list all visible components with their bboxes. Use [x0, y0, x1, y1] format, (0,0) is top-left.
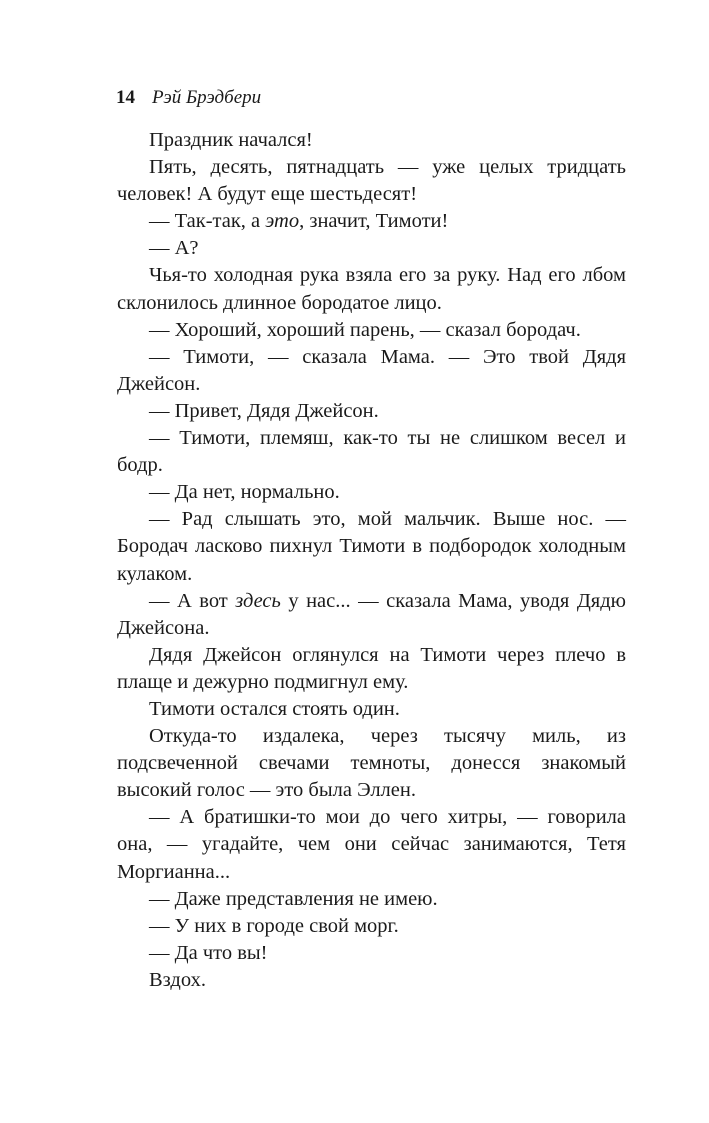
text-segment: Тимоти остался стоять один.	[149, 697, 400, 720]
paragraph	[117, 235, 626, 262]
text-segment: Праздник начался!	[149, 129, 313, 151]
paragraph	[117, 804, 626, 885]
text-segment: — А вот	[149, 589, 236, 612]
text-segment: — А братишки-то мои до чего хитры, — говорила она, — угадайте, чем они сейчас занимаются, Тетя Моргианна...	[117, 806, 626, 883]
text-segment: , значит, Тимоти!	[299, 210, 449, 233]
text-segment: Вздох.	[149, 968, 206, 991]
text-segment: Откуда-то издалека, через тысячу миль, из подсвеченной свечами темноты, донесся знакомый высокий голос — это была Эллен.	[117, 725, 626, 802]
text-segment: у нас... — сказала Мама, уводя Дядю Джейсона.	[117, 589, 626, 639]
text-segment: — Даже представления не имею.	[149, 887, 438, 910]
paragraph	[117, 208, 626, 235]
paragraph	[117, 344, 626, 398]
paragraph	[117, 723, 626, 804]
paragraph	[117, 127, 626, 154]
text-segment: — Тимоти, — сказала Мама. — Это твой Дядя Джейсон.	[117, 345, 626, 395]
text-segment: — Так-так, а	[149, 210, 266, 233]
book-author: Рэй Брэдбери	[152, 87, 262, 108]
paragraph	[117, 317, 626, 344]
paragraph	[117, 886, 626, 913]
text-segment: — У них в городе свой морг.	[149, 914, 399, 937]
paragraph	[117, 642, 626, 696]
paragraph	[117, 154, 626, 208]
text-segment: — Да что вы!	[149, 941, 268, 964]
paragraph	[117, 940, 626, 967]
emphasis-text: это	[265, 210, 300, 233]
page-number: 14	[116, 87, 135, 108]
paragraph	[117, 913, 626, 940]
paragraph	[117, 967, 626, 994]
text-segment: — А?	[149, 237, 199, 260]
text-segment: — Тимоти, племяш, как-то ты не слишком весел и бодр.	[117, 427, 626, 477]
text-segment: — Хороший, хороший парень, — сказал бородач.	[149, 318, 581, 341]
text-segment: Чья-то холодная рука взяла его за руку. Над его лбом склонилось длинное бородатое лицо.	[117, 264, 626, 314]
paragraph	[117, 262, 626, 316]
paragraph	[117, 696, 626, 723]
paragraph	[117, 479, 626, 506]
text-segment: — Рад слышать это, мой мальчик. Выше нос. — Бородач ласково пихнул Тимоти в подбородок холодным кулаком.	[117, 508, 626, 585]
text-segment: — Да нет, нормально.	[149, 481, 340, 504]
paragraph	[117, 506, 626, 587]
paragraph	[117, 588, 626, 642]
emphasis-text: здесь	[235, 589, 281, 612]
paragraph	[117, 425, 626, 479]
paragraph	[117, 398, 626, 425]
running-head	[116, 86, 261, 110]
text-segment: — Привет, Дядя Джейсон.	[149, 399, 379, 422]
body-text	[117, 127, 626, 994]
text-segment: Дядя Джейсон оглянулся на Тимоти через плечо в плаще и дежурно подмигнул ему.	[117, 643, 626, 693]
text-segment: Пять, десять, пятнадцать — уже целых тридцать человек! А будут еще шестьдесят!	[117, 156, 626, 206]
